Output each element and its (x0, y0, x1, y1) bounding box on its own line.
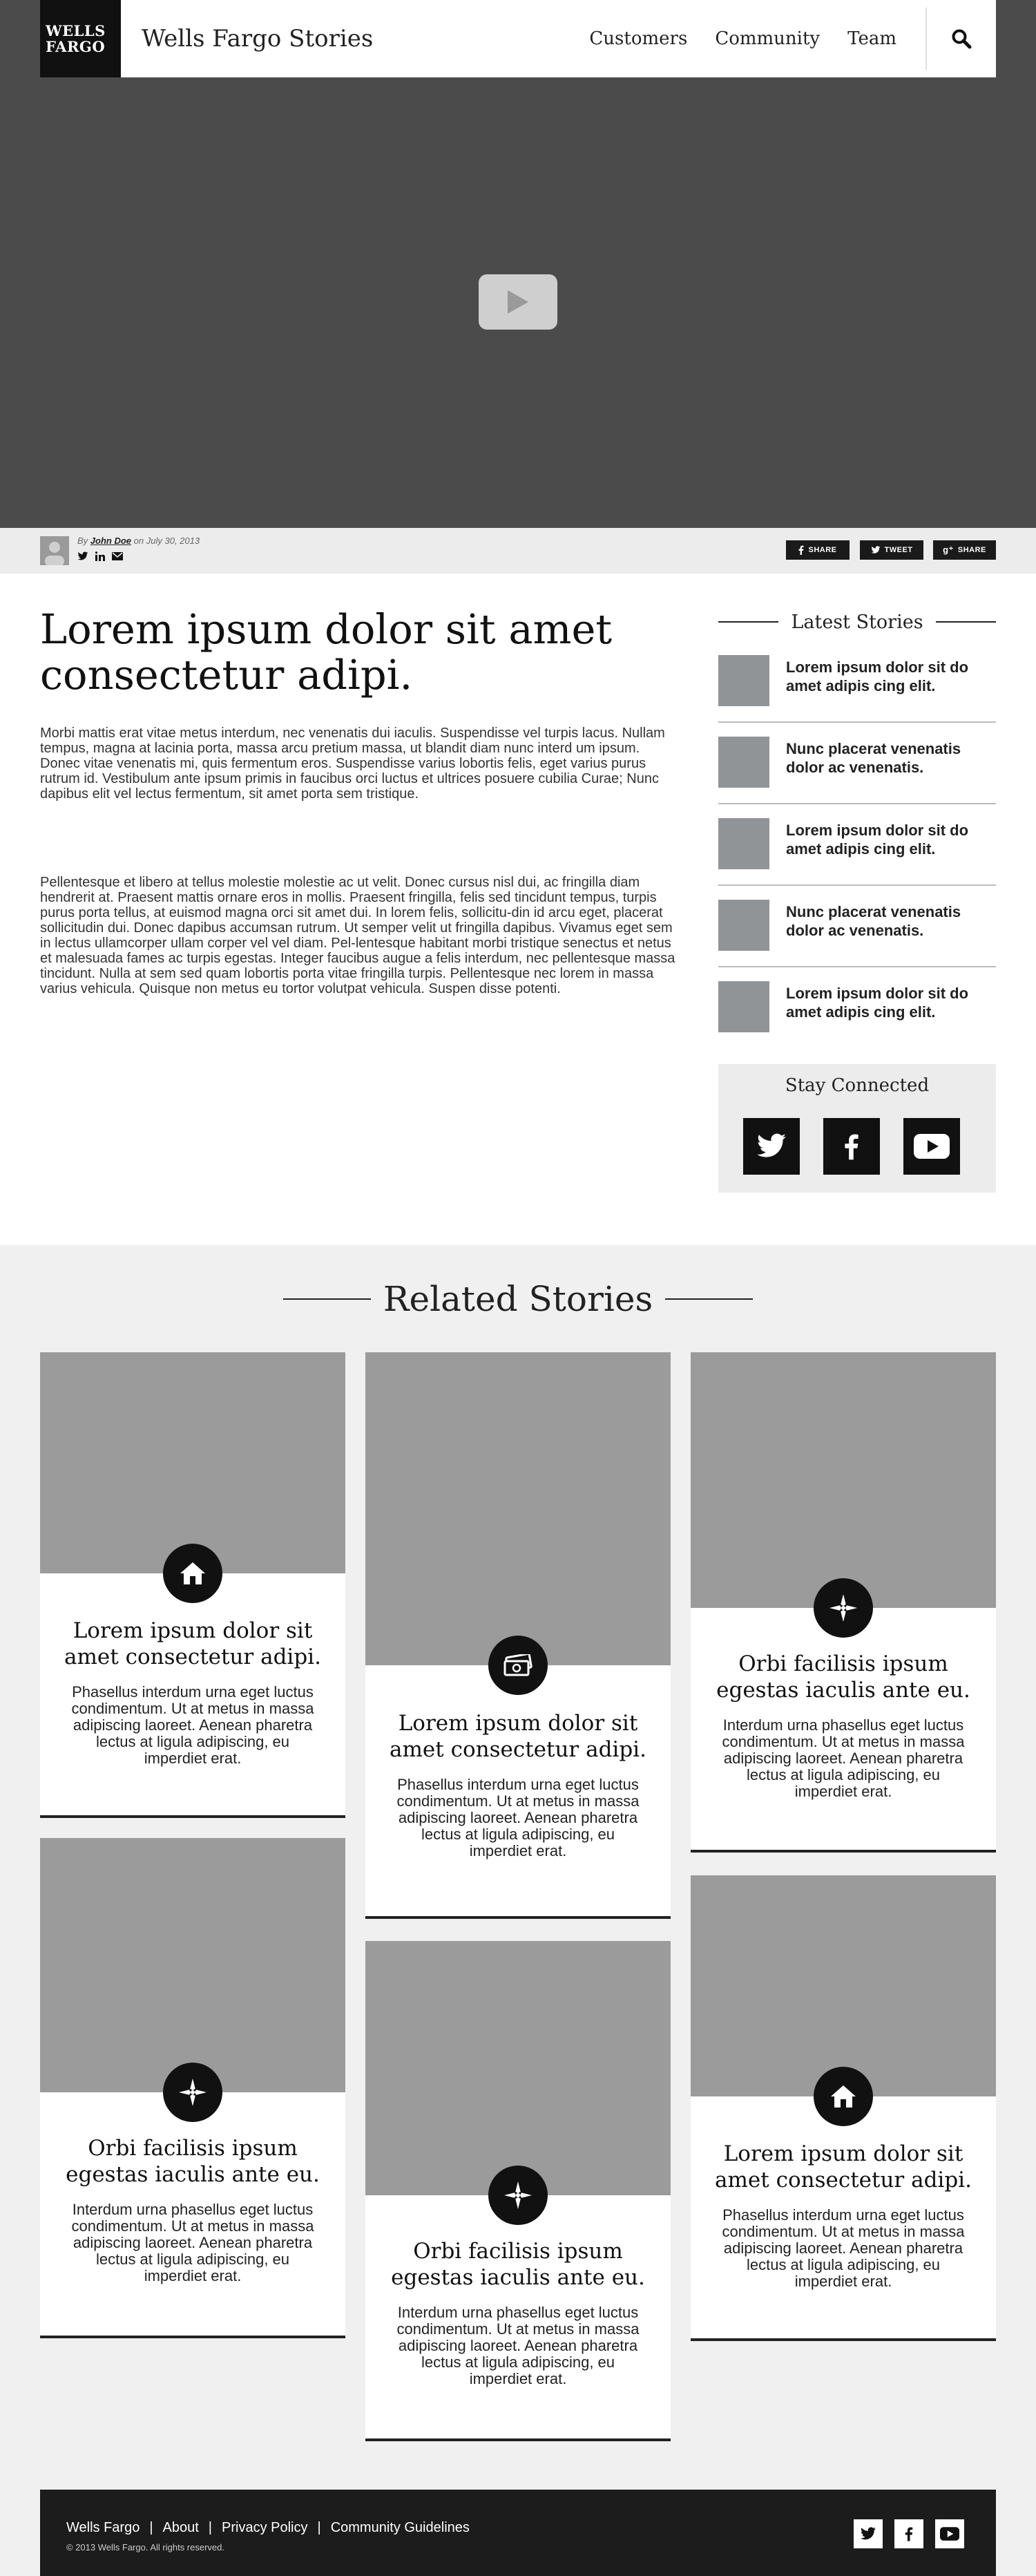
search-icon (951, 28, 972, 49)
facebook-share-label: SHARE (808, 546, 837, 554)
card-title: Orbi facilisis ipsum egestas iaculis ante eu. (391, 2239, 645, 2290)
story-divider (718, 721, 996, 723)
card-image (691, 1875, 996, 2096)
story-title: Lorem ipsum dolor sit do amet adipis cing elit. (786, 659, 969, 694)
card-icon-badge (814, 1578, 873, 1638)
latest-story-item[interactable] (718, 811, 996, 893)
twitter-icon[interactable] (77, 551, 88, 561)
google-plus-icon: g⁺ (943, 544, 954, 555)
site-header (40, 0, 996, 77)
related-stories-heading (283, 1278, 753, 1320)
card-title: Lorem ipsum dolor sit amet consectetur adipi. (64, 1618, 321, 1669)
card-title: Orbi facilisis ipsum egestas iaculis ante eu. (716, 1651, 970, 1703)
story-divider (718, 884, 996, 886)
story-card[interactable] (40, 1838, 345, 2338)
card-body: Interdum urna phasellus eget luctus condimentum. Ut at metus in massa adipiscing laoreet. Aenean pharetra lectus at ligula adipiscing, eu imperdiet erat. (722, 1716, 965, 1800)
search-button[interactable] (927, 0, 996, 77)
byline-on: on (133, 536, 144, 546)
money-icon (503, 1654, 533, 1676)
compass-icon (178, 2077, 208, 2108)
heading-rule (936, 621, 996, 623)
card-image (365, 1352, 671, 1665)
story-title: Nunc placerat venenatis dolor ac venenatis. (786, 740, 961, 776)
facebook-icon (905, 2526, 913, 2542)
footer-link-about[interactable]: About (162, 2520, 199, 2535)
story-thumbnail (718, 737, 769, 788)
compass-icon (503, 2180, 533, 2210)
author-link[interactable]: John Doe (90, 536, 132, 546)
heading-rule (283, 1298, 371, 1300)
latest-stories-title: Latest Stories (791, 611, 923, 633)
footer-separator: | (317, 2520, 321, 2535)
card-body: Phasellus interdum urna eget luctus condimentum. Ut at metus in massa adipiscing laoreet. Aenean pharetra lectus at ligula adipiscing, eu imperdiet erat. (722, 2206, 965, 2290)
nav-community[interactable]: Community (715, 28, 821, 49)
footer-link-community-guidelines[interactable]: Community Guidelines (330, 2520, 470, 2535)
card-icon-badge (488, 1636, 548, 1695)
nav-team[interactable]: Team (847, 28, 896, 49)
twitter-icon (756, 1133, 787, 1159)
card-icon-badge (163, 1544, 222, 1603)
story-title: Nunc placerat venenatis dolor ac venenatis. (786, 903, 961, 939)
home-icon (179, 1561, 207, 1586)
google-plus-share-button[interactable] (933, 540, 996, 560)
person-icon (40, 536, 69, 565)
card-icon-badge (163, 2063, 222, 2122)
latest-story-item[interactable] (718, 974, 996, 1056)
latest-story-item[interactable] (718, 730, 996, 811)
card-image (40, 1838, 345, 2092)
related-stories-title: Related Stories (383, 1279, 653, 1319)
author-avatar (40, 536, 69, 565)
twitter-share-button[interactable] (860, 540, 923, 560)
story-card[interactable] (40, 1352, 345, 1818)
youtube-icon (914, 1134, 950, 1159)
story-thumbnail (718, 818, 769, 869)
story-divider (718, 966, 996, 967)
facebook-follow-button[interactable] (823, 1118, 880, 1175)
site-title[interactable]: Wells Fargo Stories (142, 25, 374, 53)
publish-date: July 30, 2013 (146, 536, 200, 546)
footer-separator: | (208, 2520, 212, 2535)
card-icon-badge (814, 2067, 873, 2126)
latest-stories-heading (718, 608, 996, 636)
latest-story-item[interactable] (718, 648, 996, 730)
video-player[interactable] (0, 0, 1036, 528)
facebook-share-button[interactable] (786, 540, 850, 560)
card-image (40, 1352, 345, 1573)
card-body: Interdum urna phasellus eget luctus condimentum. Ut at metus in massa adipiscing laoreet. Aenean pharetra lectus at ligula adipiscing, eu imperdiet erat. (396, 2304, 640, 2387)
byline-by: By (77, 536, 88, 546)
linkedin-icon[interactable] (95, 551, 105, 561)
story-thumbnail (718, 900, 769, 951)
stay-connected-title: Stay Connected (785, 1075, 930, 1096)
compass-icon (828, 1593, 858, 1623)
email-icon[interactable] (112, 552, 123, 560)
twitter-follow-button[interactable] (743, 1118, 800, 1175)
card-body: Phasellus interdum urna eget luctus condimentum. Ut at metus in massa adipiscing laoreet. Aenean pharetra lectus at ligula adipiscing, eu imperdiet erat. (71, 1683, 314, 1767)
story-card[interactable] (691, 1352, 996, 1853)
article-paragraph: Morbi mattis erat vitae metus interdum, nec venenatis dui iaculis. Suspendisse vel turpis lacus. Nullam tempus, magna at lacinia porta, massa arcu pretium massa, ut blandit diam nunc interd um ipsum. Donec vitae venenatis mi, quis fermentum eros. Suspendisse varius lobortis felis, eget varius purus rutrum id. Vestibulum ante ipsum primis in faucibus orci luctus et ultrices posuere cubilia Curae; Nunc dapibus elit vel lectus fermentum, sit amet porta sem tristique. (40, 726, 665, 802)
copyright: © 2013 Wells Fargo. All rights reserved. (66, 2542, 224, 2553)
footer-links (66, 2520, 470, 2536)
article-headline: Lorem ipsum dolor sit amet consectetur adipi. (40, 605, 613, 699)
card-body: Phasellus interdum urna eget luctus condimentum. Ut at metus in massa adipiscing laoreet. Aenean pharetra lectus at ligula adipiscing, eu imperdiet erat. (396, 1776, 640, 1859)
card-title: Lorem ipsum dolor sit amet consectetur adipi. (715, 2141, 972, 2193)
latest-story-item[interactable] (718, 893, 996, 974)
footer-separator: | (149, 2520, 153, 2535)
heading-rule (718, 621, 778, 623)
story-card[interactable] (691, 1875, 996, 2341)
play-icon (506, 289, 530, 315)
footer-youtube-button[interactable] (935, 2519, 964, 2548)
story-card[interactable] (365, 1941, 671, 2441)
logo-line-1: WELLS (46, 22, 106, 39)
footer-link-privacy-policy[interactable]: Privacy Policy (222, 2520, 308, 2535)
author-social-links (77, 551, 123, 561)
footer-link-wells-fargo[interactable]: Wells Fargo (66, 2520, 140, 2535)
story-card[interactable] (365, 1352, 671, 1919)
stay-connected-panel (718, 1064, 996, 1193)
twitter-icon (860, 2527, 876, 2541)
home-icon (829, 2084, 857, 2109)
article-paragraph: Pellentesque et libero at tellus molestie molestie ac ut velit. Donec cursus nisl dui, ac fringilla diam hendrerit at. Praesent mattis ornare eros in mollis. Praesent fringilla, felis sed tincidunt tempus, turpis purus porta tellus, at euismod magna orci sit amet dui. In lorem felis, sollicitu-din id arcu eget, placerat sollicitudin dui. Donec dapibus accumsan rutrum. Ut semper velit ut fringilla dapibus. Vivamus eget sem in lectus ullamcorper ullam corper vel vel diam. Pel-lentesque habitant morbi tristique senectus et netus et malesuada fames ac turpis egestas. Integer faucibus augue a felis interdum, nec pellentesque massa tincidunt. Nulla at sem sed quam lobortis porta vitae fringilla turpis. Pellentesque nec lorem in massa varius vehicula. Quisque non metus eu tortor volutpat vehicula. Suspen disse potenti. (40, 875, 675, 996)
story-title: Lorem ipsum dolor sit do amet adipis cing elit. (786, 822, 969, 858)
story-thumbnail (718, 655, 769, 706)
card-body: Interdum urna phasellus eget luctus condimentum. Ut at metus in massa adipiscing laoreet. Aenean pharetra lectus at ligula adipiscing, eu imperdiet erat. (71, 2201, 314, 2284)
wells-fargo-logo[interactable] (40, 0, 121, 77)
card-image (691, 1352, 996, 1608)
youtube-icon (940, 2527, 959, 2541)
logo-line-2: FARGO (46, 38, 106, 55)
story-thumbnail (718, 981, 769, 1032)
play-button[interactable] (479, 274, 557, 330)
story-divider (718, 803, 996, 804)
card-icon-badge (488, 2166, 548, 2225)
story-title: Lorem ipsum dolor sit do amet adipis cing elit. (786, 985, 969, 1021)
card-image (365, 1941, 671, 2195)
heading-rule (665, 1298, 753, 1300)
site-footer (40, 2490, 996, 2576)
card-title: Orbi facilisis ipsum egestas iaculis ante eu. (66, 2136, 320, 2187)
footer-twitter-button[interactable] (854, 2519, 883, 2548)
footer-facebook-button[interactable] (894, 2519, 923, 2548)
facebook-icon (798, 545, 804, 555)
nav-customers[interactable]: Customers (589, 28, 688, 49)
twitter-share-label: TWEET (884, 546, 913, 554)
youtube-follow-button[interactable] (903, 1118, 960, 1175)
google-plus-share-label: SHARE (957, 546, 986, 554)
byline (77, 536, 200, 546)
card-title: Lorem ipsum dolor sit amet consectetur adipi. (390, 1711, 646, 1762)
facebook-icon (844, 1132, 859, 1161)
twitter-icon (871, 546, 881, 554)
